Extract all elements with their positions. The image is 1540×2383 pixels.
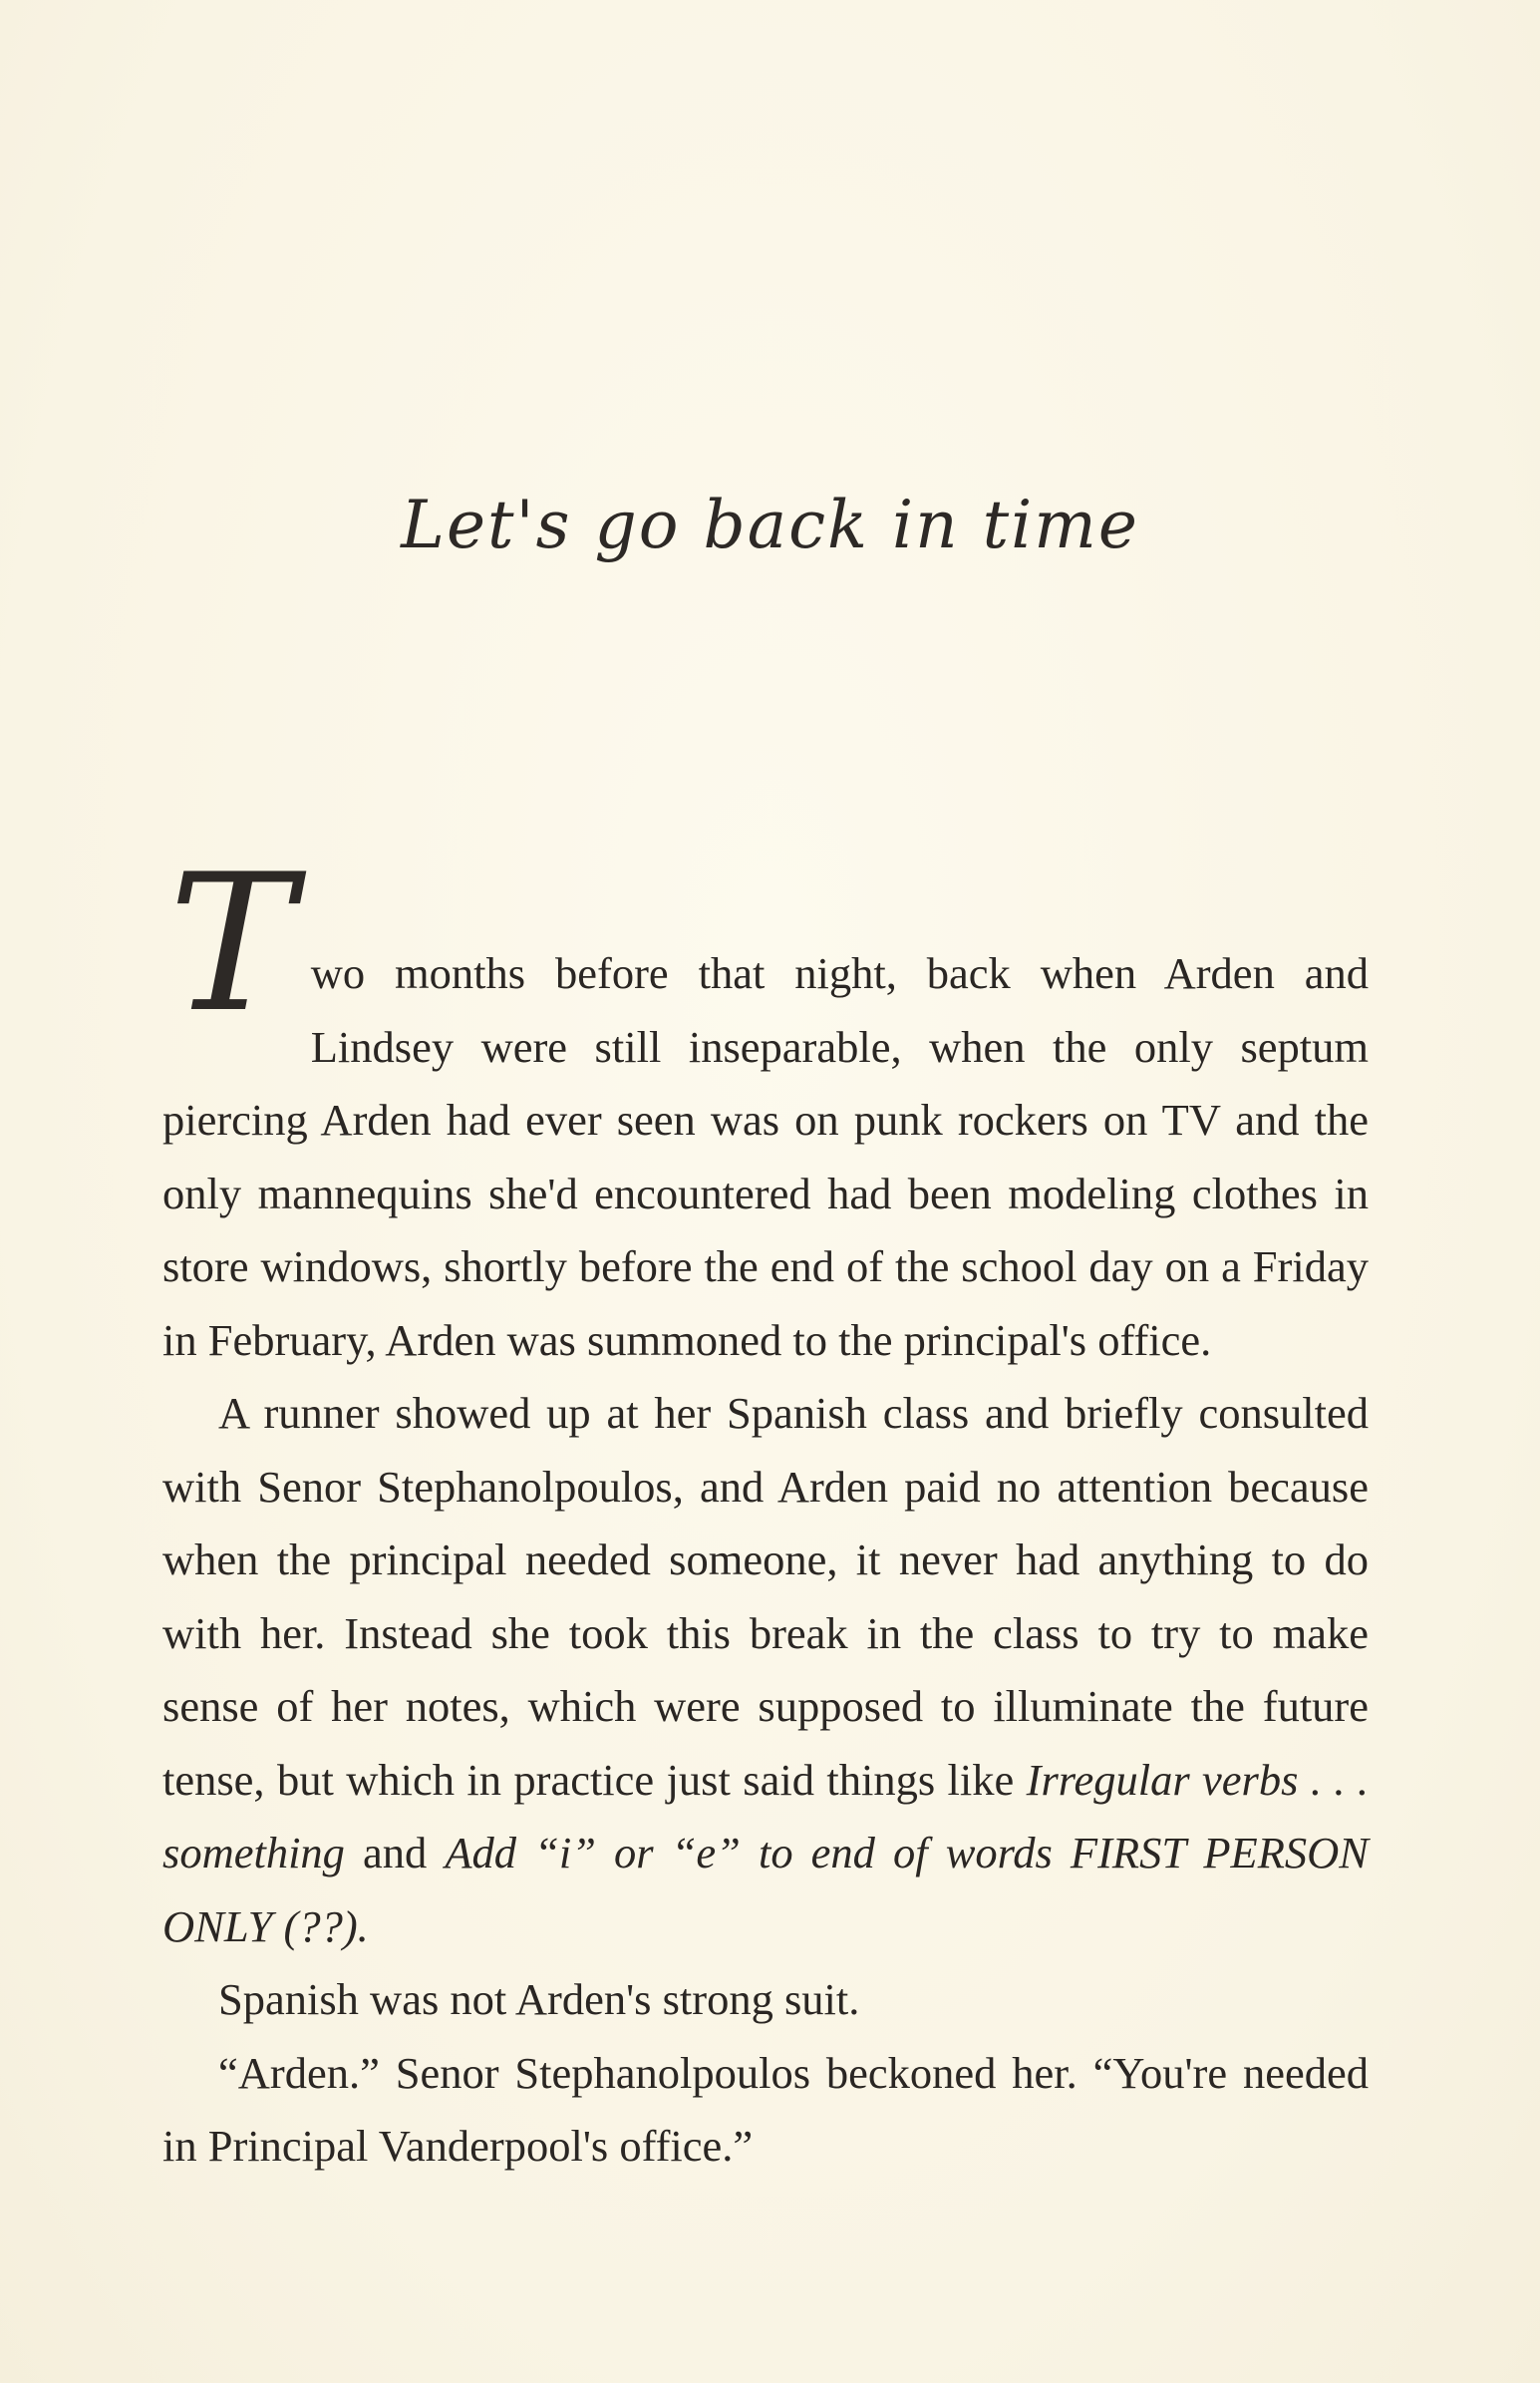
paragraph-2-italic-notes-2: Add “i” or “e” to end of words FIRST PERSON ONLY (??). — [162, 1828, 1369, 1951]
paragraph-4-text: “Arden.” Senor Stephanolpoulos beckoned her. “You're needed in Principal Vanderpool's office.” — [162, 2047, 1369, 2171]
drop-cap: T — [168, 834, 295, 1054]
paragraph-3-text: Spanish was not Arden's strong suit. — [218, 1974, 860, 2024]
paragraph-2-and: and — [344, 1828, 446, 1877]
chapter-title: Let's go back in time — [401, 487, 1139, 563]
paragraph-2-italic-notes-1: Irregular verbs . . . something — [162, 1754, 1370, 1877]
paragraph-3 — [162, 1963, 1369, 2037]
paragraph-1-text: wo months before that night, back when Arden and Lindsey were still inseparable, when the only septum piercing Arden had ever seen was on punk rockers on TV and the only mannequins she'd encountered had been modeling clothes in store windows, shortly before the end of the school day on a Friday in February, Arden was summoned to the principal's office. — [162, 948, 1369, 1365]
paragraph-2 — [162, 1377, 1369, 1963]
paragraph-2-text: A runner showed up at her Spanish class and briefly consulted with Senor Stephanolpoulos, and Arden paid no attention because when the principal needed someone, it never had anything to do with her. Instead she took this break in the class to try to make sense of her notes, which were supposed to illuminate the future tense, but which in practice just said things like — [162, 1388, 1369, 1805]
paragraph-4 — [162, 2037, 1369, 2184]
paragraph-1 — [162, 834, 1369, 1377]
body-text — [162, 834, 1370, 2184]
